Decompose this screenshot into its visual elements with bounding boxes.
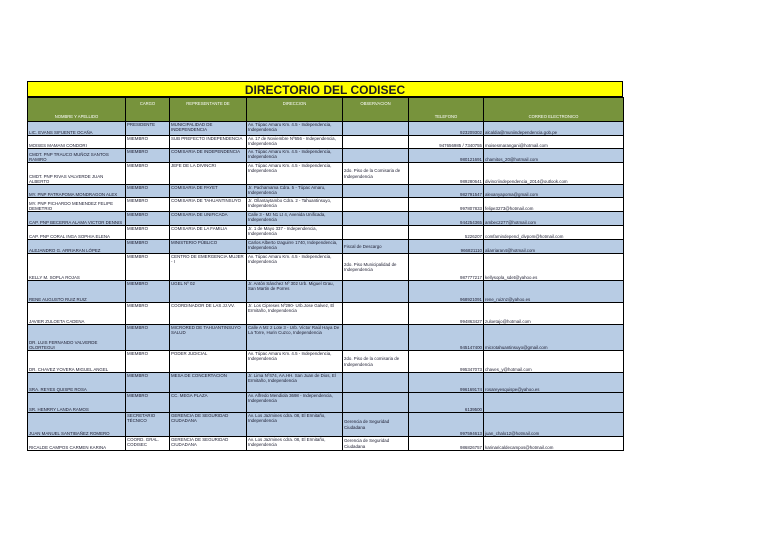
cell-observacion	[343, 281, 409, 303]
cell-cargo: MIEMBRO	[126, 163, 170, 185]
cell-observacion	[343, 149, 409, 163]
page-title: DIRECTORIO DEL CODISEC	[27, 81, 623, 97]
cell-correo[interactable]: zuloetajo@hotmail.com	[484, 303, 624, 325]
cell-representante: COMISARIA DE TAHUANTINSUYO	[170, 198, 247, 212]
cell-direccion: Av. Túpac Amaru Km. 4.5 - Independencia, Independencia	[247, 163, 343, 185]
cell-telefono: 997807833	[409, 198, 484, 212]
cell-correo[interactable]: karinaricaldecampos@hotmail.com	[484, 437, 624, 451]
cell-correo[interactable]: kellysopla_sdet@yahoo.es	[484, 254, 624, 281]
table-row	[28, 198, 624, 212]
cell-cargo: MIEMBRO	[126, 136, 170, 149]
cell-cargo: MIEMBRO	[126, 393, 170, 413]
cell-correo[interactable]: felipe3273@hotmail.com	[484, 198, 624, 212]
cell-cargo: SECRETARIO TÉCNICO	[126, 413, 170, 437]
table-row	[28, 185, 624, 198]
table-row	[28, 303, 624, 325]
table-row	[28, 122, 624, 136]
cell-telefono: 966821110	[409, 240, 484, 254]
cell-representante: MINISTERIO PÚBLICO	[170, 240, 247, 254]
cell-telefono: 5226207	[409, 226, 484, 240]
col-header-observacion: OBSERVACION	[343, 98, 409, 122]
cell-cargo: MIEMBRO	[126, 373, 170, 393]
cell-nombre: SRA. REYES QUISPE ROSA	[28, 373, 126, 393]
table-row	[28, 373, 624, 393]
cell-observacion	[343, 185, 409, 198]
table-row	[28, 149, 624, 163]
cell-correo[interactable]: comfamindepend_divpom@hotmail.com	[484, 226, 624, 240]
cell-cargo: MIEMBRO	[126, 240, 170, 254]
cell-observacion	[343, 393, 409, 413]
cell-cargo: MIEMBRO	[126, 149, 170, 163]
cell-representante: JEFE DE LA DIVINCRI	[170, 163, 247, 185]
cell-correo[interactable]: rosareyesquispe@yahoo.es	[484, 373, 624, 393]
col-header-correo: CORREO ELECTRONICO	[484, 98, 624, 122]
cell-observacion	[343, 226, 409, 240]
header-row	[28, 98, 624, 122]
cell-correo[interactable]: ambec2277@hotmail.com	[484, 212, 624, 226]
cell-telefono: 968921091	[409, 281, 484, 303]
cell-observacion: 2do. Piso de la Comisaria de Independencia	[343, 163, 409, 185]
cell-observacion	[343, 122, 409, 136]
cell-cargo: MIEMBRO	[126, 303, 170, 325]
cell-representante: COMISARIA DE UNIFICADA	[170, 212, 247, 226]
cell-direccion: Carlos Alberto Izaguirre 1740, Independencia, Independencia	[247, 240, 343, 254]
cell-direccion: Av. Alfredo Mendiola 3698 - Independencia, Independencia	[247, 393, 343, 413]
cell-correo[interactable]: alexanyapoma@gmail.com	[484, 185, 624, 198]
cell-representante: GERENCIA DE SEGURIDAD CIUDADANA	[170, 437, 247, 451]
cell-telefono: 944254365	[409, 212, 484, 226]
cell-telefono: 996169174	[409, 373, 484, 393]
cell-observacion	[343, 212, 409, 226]
cell-nombre: CAP. PNP CORAL INGA SOPHIA ELENA	[28, 226, 126, 240]
cell-correo[interactable]: chamitos_20@hotmail.com	[484, 149, 624, 163]
cell-direccion: Av. 17 de Noviembre Nº656 - Independencia, Independencia	[247, 136, 343, 149]
cell-correo[interactable]: alcaldia@muniindependencia.gob.pe	[484, 122, 624, 136]
cell-telefono: 987777217	[409, 254, 484, 281]
cell-observacion: 2do. Piso de la comisaria de Independencia	[343, 351, 409, 373]
cell-direccion: Jr. Ollantaytambo Cdra. 2 - Tahuantinsuyo, Independencia	[247, 198, 343, 212]
cell-nombre: MOISES MAMANI CONDORI	[28, 136, 126, 149]
col-header-telefono: TELEFONO	[409, 98, 484, 122]
cell-direccion: Av. Túpac Amaru Km. 4.5 - Independencia, Independencia	[247, 254, 343, 281]
cell-telefono: 986826757	[409, 437, 484, 451]
cell-representante: COMISARIA DE LA FAMILIA	[170, 226, 247, 240]
cell-cargo: MIEMBRO	[126, 185, 170, 198]
cell-representante: MUNICIPALIDAD DE INDEPENDENCIA	[170, 122, 247, 136]
cell-representante: COORDINADOR DE LAS JJ.VV.	[170, 303, 247, 325]
cell-observacion	[343, 136, 409, 149]
cell-direccion: Calle A Mz 2 Lote 3 - Urb. Víctor Raúl Haya De La Torre, Hurin Cuzco, Independencia	[247, 325, 343, 351]
cell-cargo: MIEMBRO	[126, 198, 170, 212]
table-body	[28, 122, 624, 451]
cell-direccion: Jr. Pachamama Cdra. 5 - Túpac Amaru, Independencia	[247, 185, 343, 198]
cell-direccion: Av. Los Jazmines cdra. 08, El Ermitaño, Independencia	[247, 413, 343, 437]
cell-telefono: 947656985 / 7340755	[409, 136, 484, 149]
cell-representante: CC. MEGA PLAZA	[170, 393, 247, 413]
cell-correo[interactable]: rene_ruiznz@yahoo.es	[484, 281, 624, 303]
cell-observacion	[343, 198, 409, 212]
cell-telefono: 994863427	[409, 303, 484, 325]
table-row	[28, 163, 624, 185]
cell-nombre: DR. LUIS FERNANDO VALVERDE OLORTEGUI	[28, 325, 126, 351]
cell-observacion: Gerencia de Seguridad Ciudadana	[343, 437, 409, 451]
col-header-representante: REPRESENTANTE DE	[170, 98, 247, 122]
directory-table	[27, 97, 624, 451]
cell-observacion	[343, 303, 409, 325]
cell-direccion: Av. Túpac Amaru Km. 4.5 - Independencia, Independencia	[247, 351, 343, 373]
cell-representante: MICRORED DE TAHUANTINSUYO SALUD	[170, 325, 247, 351]
cell-correo	[484, 393, 624, 413]
cell-representante: COMISARIA DE INDEPENDENCIA	[170, 149, 247, 163]
cell-cargo: MIEMBRO	[126, 226, 170, 240]
cell-direccion: Jr. Los Cipreses Nº290- Urb.Jose Galvez, El Ermitaño, Independencia	[247, 303, 343, 325]
table-row	[28, 254, 624, 281]
cell-nombre: MY. PNP PATRAPOMA MONDRAGON ALEX	[28, 185, 126, 198]
table-row	[28, 393, 624, 413]
table-row	[28, 226, 624, 240]
directory-sheet	[27, 81, 623, 451]
cell-nombre: ALEJANDRO G. ARRIARAN LÓPEZ	[28, 240, 126, 254]
cell-nombre: RENE AUGUSTO RUIZ RUIZ	[28, 281, 126, 303]
col-header-cargo: CARGO	[126, 98, 170, 122]
cell-cargo: COORD. GRAL. CODISEC	[126, 437, 170, 451]
cell-telefono: 980121691	[409, 149, 484, 163]
col-header-direccion: DIRECCION	[247, 98, 343, 122]
cell-direccion: Jr. Antón Sánchez Nº 302 Urb. Miguel Grau, San Martin de Porres	[247, 281, 343, 303]
cell-cargo: PRESIDENTE	[126, 122, 170, 136]
table-row	[28, 212, 624, 226]
cell-direccion: Av. Los Jazmines cdra. 08, El Ermitaño, Independencia	[247, 437, 343, 451]
cell-correo[interactable]: juan_chalo12@hotmail.com	[484, 413, 624, 437]
cell-representante: UGEL Nº 02	[170, 281, 247, 303]
cell-observacion: Fiscal de Descargo	[343, 240, 409, 254]
cell-cargo: MIEMBRO	[126, 325, 170, 351]
cell-representante: CENTRO DE EMERGENCIA MUJER - I	[170, 254, 247, 281]
cell-telefono: 945147400	[409, 325, 484, 351]
cell-nombre: MY. PNP PICHARDO MENENDEZ FELIPE DEMETRIO	[28, 198, 126, 212]
cell-observacion	[343, 325, 409, 351]
table-row	[28, 351, 624, 373]
cell-nombre: JUAN MANUEL SANTIBAÑEZ ROMERO	[28, 413, 126, 437]
cell-correo[interactable]: chaves_y@hotmail.com	[484, 351, 624, 373]
cell-telefono: 995347073	[409, 351, 484, 373]
table-row	[28, 240, 624, 254]
cell-nombre: LIC. EVANS SIFUENTE OCAÑA	[28, 122, 126, 136]
col-header-nombre: NOMBRE Y APELLIDO	[28, 98, 126, 122]
cell-direccion: Jr. Lima Nº474, AA.HH. San Juan de Dios, El Ermitaño, Independencia	[247, 373, 343, 393]
cell-correo[interactable]: aliarriaran4@hotmail.com	[484, 240, 624, 254]
cell-telefono: 6139500	[409, 393, 484, 413]
cell-representante: SUB PREFECTO INDEPENDENCIA	[170, 136, 247, 149]
cell-telefono: 997594613	[409, 413, 484, 437]
cell-representante: GERENCIA DE SEGURIDAD CIUDADANA	[170, 413, 247, 437]
cell-cargo: MIEMBRO	[126, 212, 170, 226]
cell-nombre: CMDT. PNP TRAUCO MUÑOZ SANTOS RAMIRO	[28, 149, 126, 163]
cell-nombre: CMDT. PNP RIVAS VALVERDE JUAN ALBERTO	[28, 163, 126, 185]
cell-telefono: 982791547	[409, 185, 484, 198]
cell-observacion	[343, 373, 409, 393]
cell-representante: PODER JUDICIAL	[170, 351, 247, 373]
cell-representante: MESA DE CONCERTACION	[170, 373, 247, 393]
cell-direccion: Av. Túpac Amaru Km. 4.5 - Independencia, Independencia	[247, 149, 343, 163]
cell-direccion: Jr. 1 de Mayo 337 - Independencia, Independencia	[247, 226, 343, 240]
cell-direccion: Av. Túpac Amaru Km. 4.5 - Independencia, Independencia	[247, 122, 343, 136]
cell-telefono: 923209302	[409, 122, 484, 136]
cell-cargo: MIEMBRO	[126, 351, 170, 373]
table-row	[28, 325, 624, 351]
table-row	[28, 281, 624, 303]
cell-correo[interactable]: microtahuantinsuyo@gmail.com	[484, 325, 624, 351]
cell-nombre: SR. HENRRY LANDA RAMOS	[28, 393, 126, 413]
cell-direccion: Calle 3 - Mz N1 Lt 4, Avenida Unificada, Independencia	[247, 212, 343, 226]
table-row	[28, 413, 624, 437]
cell-observacion: 2do. Piso Municipalidad de Independencia	[343, 254, 409, 281]
cell-nombre: JAVIER ZULOETA CADENA	[28, 303, 126, 325]
cell-correo[interactable]: divincriindependencia_2014@outlook.com	[484, 163, 624, 185]
cell-telefono: 989280641	[409, 163, 484, 185]
cell-observacion: Gerencia de Seguridad Ciudadana	[343, 413, 409, 437]
cell-nombre: RICALDE CAMPOS CARMEN KARINA	[28, 437, 126, 451]
cell-correo[interactable]: moisesmarangani@hotmail.com	[484, 136, 624, 149]
cell-nombre: CAP. PNP BECERRA ALAMA VICTOR DENNIS	[28, 212, 126, 226]
cell-cargo: MIEMBRO	[126, 254, 170, 281]
cell-nombre: KELLY M. SOPLA ROJAS	[28, 254, 126, 281]
cell-cargo: MIEMBRO	[126, 281, 170, 303]
cell-nombre: DR. CHAVEZ YOVERA MIGUEL ANGEL	[28, 351, 126, 373]
cell-representante: COMISARIA DE PAYET	[170, 185, 247, 198]
table-row	[28, 136, 624, 149]
table-row	[28, 437, 624, 451]
